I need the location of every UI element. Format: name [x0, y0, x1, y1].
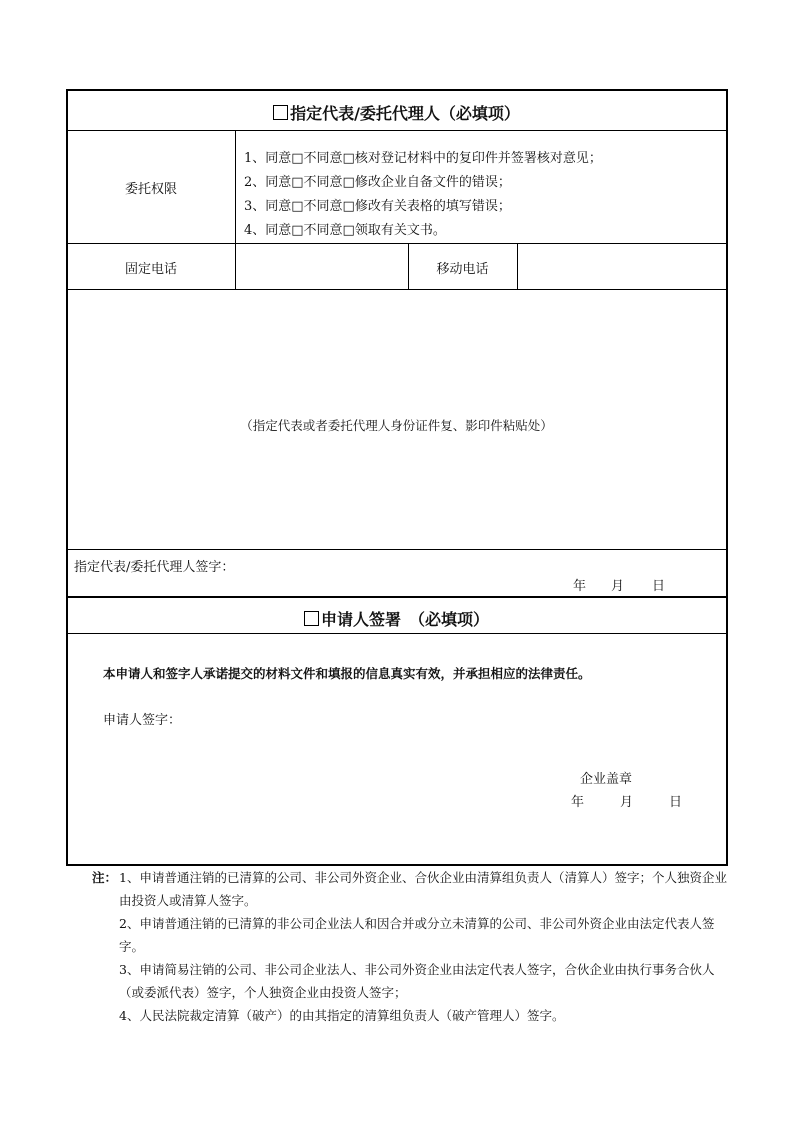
- section2-title-text: 申请人签署 （必填项）: [320, 610, 489, 629]
- landline-label: 固定电话: [124, 262, 177, 277]
- date-day: 日: [652, 579, 666, 594]
- date-year: 年: [571, 795, 585, 810]
- section1-title-text: 指定代表/委托代理人（必填项）: [290, 104, 520, 123]
- divider: [67, 289, 727, 290]
- divider: [67, 596, 727, 598]
- landline-field[interactable]: [236, 244, 407, 288]
- authority-item[interactable]: 2、同意□不同意□修改企业自备文件的错误；: [244, 175, 511, 190]
- checkbox[interactable]: [304, 611, 319, 626]
- note-item: 3、申请简易注销的公司、非公司企业法人、非公司外资企业由法定代表人签字，合伙企业由执行事务合伙人（或委派代表）签字，个人独资企业由投资人签字；: [119, 962, 715, 1000]
- agent-signature-label[interactable]: 指定代表/委托代理人签字：: [74, 560, 235, 575]
- note-item: 2、申请普通注销的已清算的非公司企业法人和因合并或分立未清算的公司、非公司外资企业由法定代表人签字。: [119, 916, 715, 954]
- authority-item[interactable]: 4、同意□不同意□领取有关文书。: [244, 223, 446, 238]
- date-day: 日: [669, 795, 683, 810]
- mobile-label: 移动电话: [436, 262, 489, 277]
- date-month: 月: [620, 795, 634, 810]
- checkbox[interactable]: [273, 105, 288, 120]
- authority-item[interactable]: 1、同意□不同意□核对登记材料中的复印件并签署核对意见；: [244, 151, 602, 166]
- divider: [67, 549, 727, 550]
- seal-label: 企业盖章: [580, 772, 633, 787]
- mobile-field[interactable]: [518, 244, 726, 288]
- divider: [67, 633, 727, 634]
- note-item: 1、申请普通注销的已清算的公司、非公司外资企业、合伙企业由清算组负责人（清算人）签字；个人独资企业由投资人或清算人签字。: [119, 870, 727, 908]
- section2-title: [0, 607, 793, 630]
- statement: 本申请人和签字人承诺提交的材料文件和填报的信息真实有效，并承担相应的法律责任。: [103, 666, 591, 681]
- note-item: 4、人民法院裁定清算（破产）的由其指定的清算组负责人（破产管理人）签字。: [119, 1008, 565, 1023]
- applicant-signature-label[interactable]: 申请人签字：: [103, 713, 182, 728]
- authority-label: 委托权限: [124, 182, 177, 197]
- date-year: 年: [573, 579, 587, 594]
- id-paste-area: （指定代表或者委托代理人身份证件复、影印件粘贴处）: [240, 418, 553, 433]
- date-month: 月: [611, 579, 625, 594]
- notes-list: [119, 866, 732, 1027]
- divider: [67, 130, 727, 131]
- section1-title: [0, 101, 793, 124]
- authority-item[interactable]: 3、同意□不同意□修改有关表格的填写错误；: [244, 199, 511, 214]
- notes-prefix: 注：: [92, 870, 118, 885]
